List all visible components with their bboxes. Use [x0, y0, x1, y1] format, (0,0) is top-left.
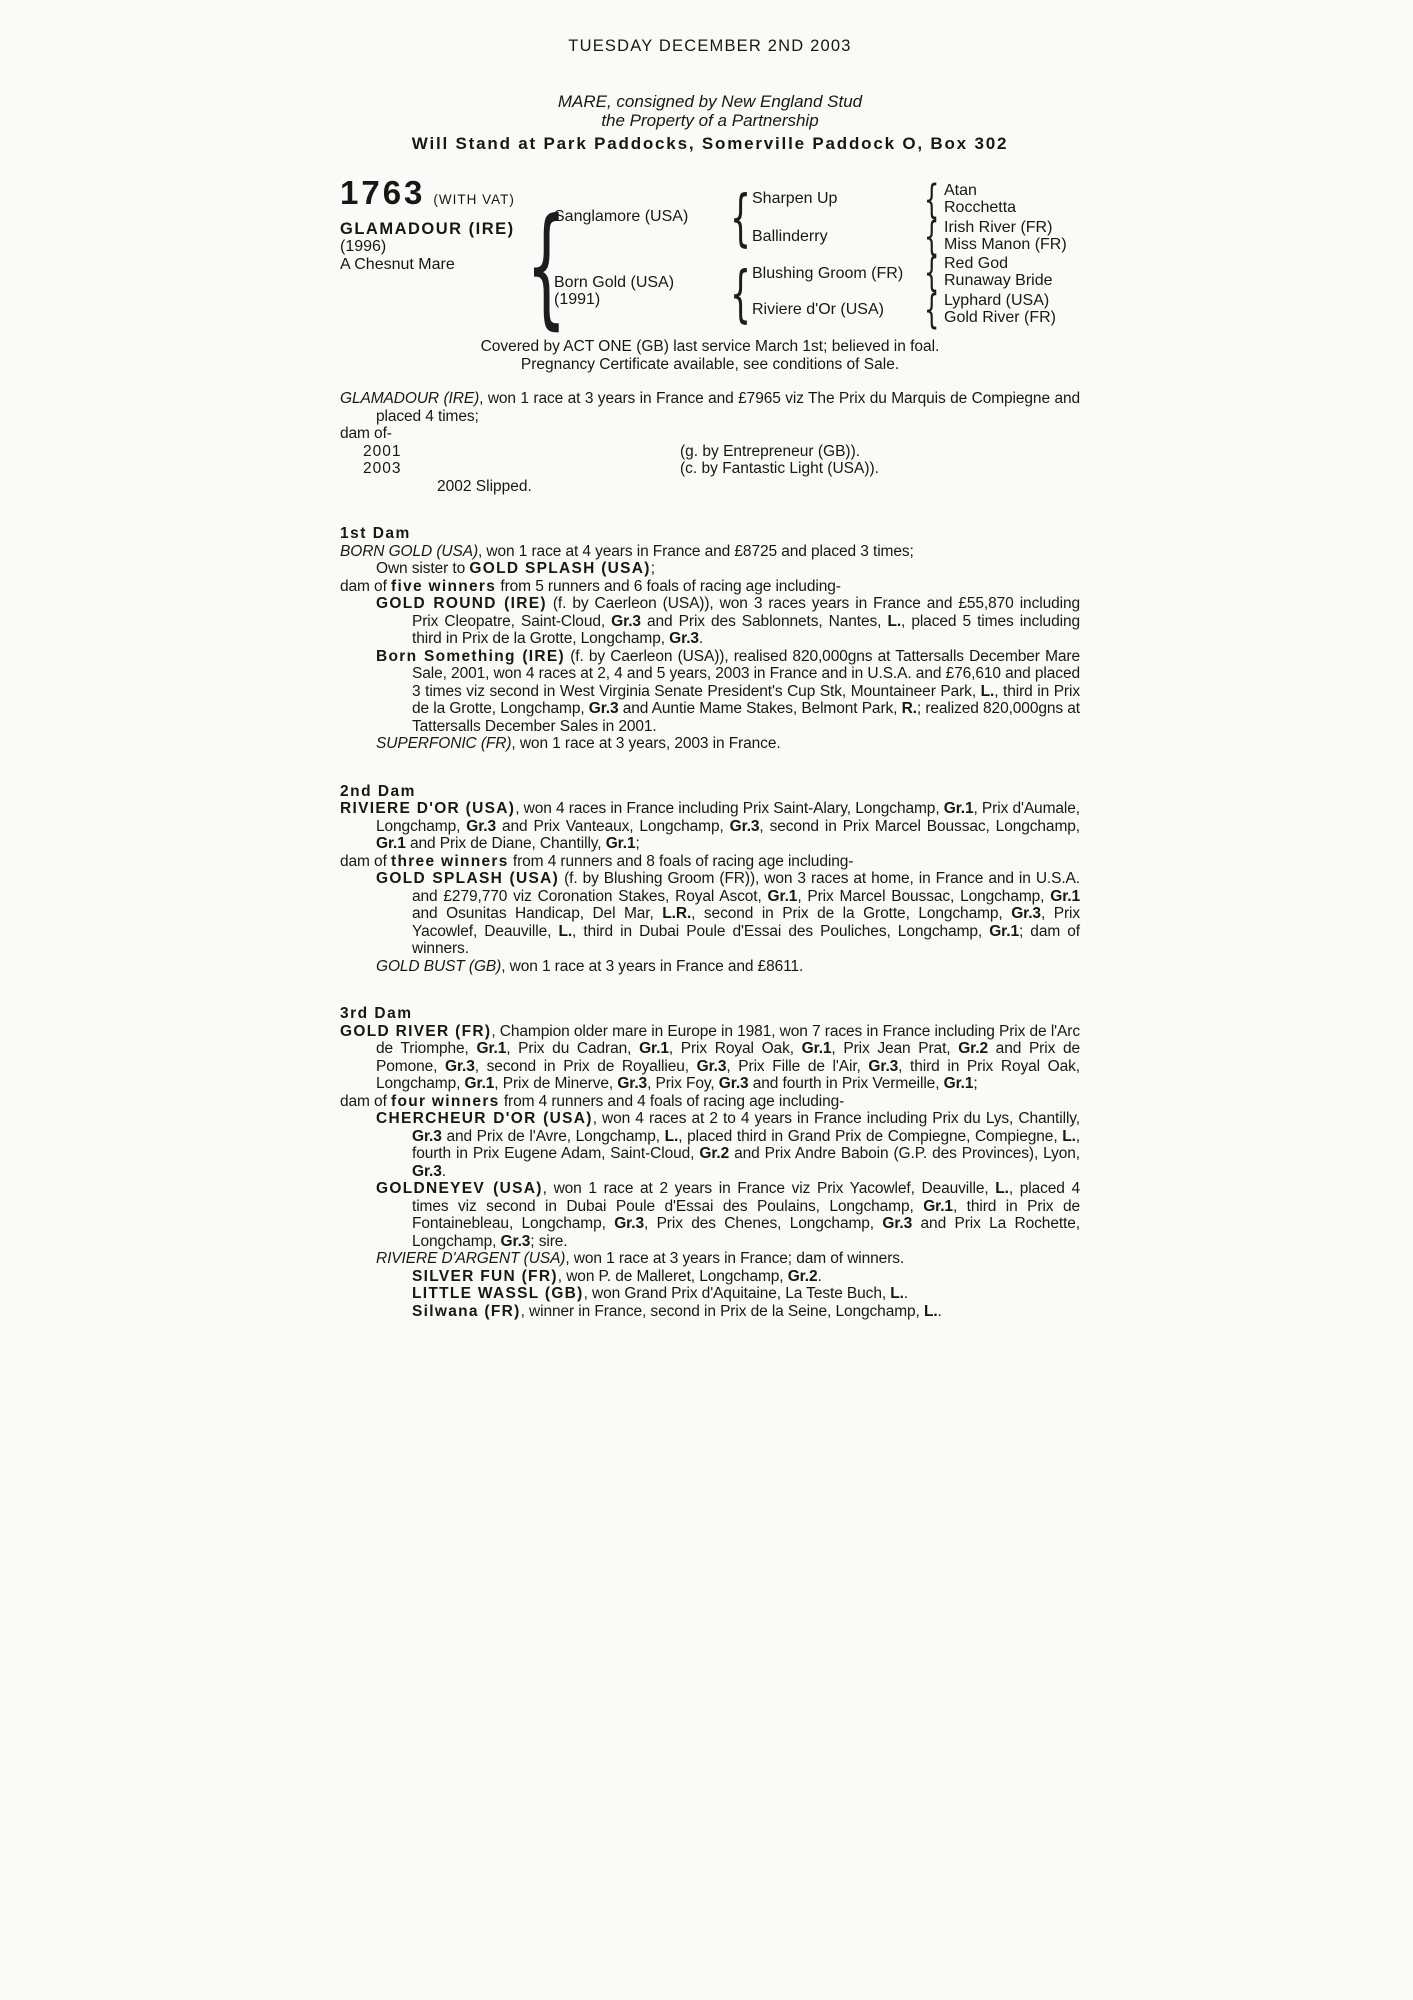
para-gold-bust: [376, 958, 1080, 976]
consignor-line: MARE, consigned by New England Stud: [557, 91, 863, 111]
first-dam-section: [340, 525, 1080, 753]
pedigree-table: [340, 174, 1080, 330]
text-segment: and Prix des Sablonnets, Nantes,: [640, 612, 888, 630]
pedigree-ggp-name: Runaway Bride: [944, 272, 1053, 289]
text-segment: and Prix La Rochette, Longchamp,: [412, 1215, 1080, 1250]
lot-number: 1763: [340, 174, 426, 211]
pedigree-ggp-pair-1: [944, 182, 1016, 216]
text-segment: Gr.3: [614, 1215, 644, 1232]
text-segment: Gr.1: [476, 1040, 507, 1057]
para-gold-round: [376, 595, 1080, 648]
text-segment: (f. by Caerleon (USA)), realised 820,000gns at Tattersalls December Mare Sale, 2001, won 4 races at 2, 4 and 5 years, 2003 in France and in U.S.A. and £76,610 and placed 3 times viz second in West Virginia Senate President's Cup Stk, Mountaineer Park,: [412, 647, 1080, 700]
text-segment: Gr.3: [617, 1075, 648, 1092]
lot-horse-year: (1996): [340, 238, 387, 255]
text-segment: Born Something (IRE): [376, 647, 566, 665]
text-segment: , fourth in Prix Eugene Adam, Saint-Cloud,: [412, 1127, 1081, 1162]
text-segment: Gr.1: [605, 835, 636, 852]
text-segment: , third in Dubai Poule d'Essai des Pouliches, Longchamp,: [572, 922, 990, 940]
text-segment: dam of: [340, 1092, 391, 1110]
pedigree-ggp-name: Atan: [944, 182, 977, 199]
pedigree-ggp-pair-2: [944, 219, 1067, 253]
lot-horse-description: A Chesnut Mare: [340, 256, 455, 273]
text-segment: , won 1 race at 3 years in France and £8611.: [501, 957, 804, 975]
lot-horse-name: GLAMADOUR (IRE): [340, 220, 515, 238]
pedigree-dam: [554, 274, 674, 308]
text-segment: dam of: [340, 852, 391, 870]
text-segment: L.: [980, 682, 995, 700]
text-segment: and Prix de Diane, Chantilly,: [405, 835, 606, 852]
text-segment: Gr.3: [669, 630, 699, 647]
text-segment: ; dam of winners.: [412, 922, 1080, 957]
text-segment: , placed 5 times including third in Prix de la Grotte, Longchamp,: [412, 612, 1080, 647]
text-segment: Gr.1: [923, 1197, 953, 1215]
pedigree-dam-year: (1991): [554, 291, 601, 308]
lot-vat-note: (WITH VAT): [433, 192, 515, 207]
produce-year: 2003: [363, 460, 402, 477]
text-segment: three winners: [391, 852, 509, 870]
produce-slipped-note: 2002 Slipped.: [437, 477, 532, 495]
para-goldneyev: [376, 1180, 1080, 1250]
text-segment: , Prix Jean Prat,: [831, 1040, 959, 1057]
pedigree-sire-dam: Ballinderry: [752, 228, 828, 245]
text-segment: Gr.1: [943, 1075, 974, 1092]
text-segment: GOLD BUST (GB): [376, 957, 502, 975]
pedigree-ggp-name: Red God: [944, 255, 1009, 272]
pedigree-sire-sire: Sharpen Up: [752, 190, 838, 207]
text-segment: (f. by Caerleon (USA)), won 3 races years in France and £55,870 including Prix Cleopatre, Saint-Cloud,: [412, 595, 1080, 630]
sale-date-line: TUESDAY DECEMBER 2ND 2003: [568, 37, 852, 55]
para-silver-fun: [412, 1268, 1080, 1286]
text-segment: , Prix du Cadran,: [506, 1040, 640, 1057]
text-segment: , second in Prix Marcel Boussac, Longchamp,: [759, 817, 1080, 835]
text-segment: Gr.3: [718, 1075, 749, 1092]
text-segment: GLAMADOUR (IRE): [340, 390, 480, 407]
text-segment: SILVER FUN (FR): [412, 1267, 558, 1285]
text-segment: Gr.2: [699, 1145, 730, 1162]
pedigree-ggp-pair-3: [944, 255, 1053, 289]
text-segment: , Prix d'Aumale, Longchamp,: [376, 800, 1080, 835]
text-segment: Gr.3: [588, 700, 619, 717]
para-riviere-dor: [340, 800, 1080, 853]
text-segment: , Prix Marcel Boussac, Longchamp,: [797, 887, 1051, 905]
text-segment: GOLD SPLASH (USA): [469, 560, 651, 577]
dam-of-label: dam of-: [340, 425, 392, 442]
para-born-something: [376, 648, 1080, 736]
text-segment: , won P. de Malleret, Longchamp,: [557, 1267, 788, 1285]
text-segment: ;: [635, 835, 640, 852]
text-segment: , Prix des Chenes, Longchamp,: [643, 1215, 883, 1232]
text-segment: R.: [901, 700, 917, 717]
text-segment: .: [817, 1267, 822, 1285]
text-segment: dam of: [340, 577, 391, 595]
text-segment: from 4 runners and 4 foals of racing age including-: [499, 1092, 845, 1110]
text-segment: L.: [923, 1302, 938, 1320]
lot-horse-block: [340, 220, 515, 274]
text-segment: and Auntie Mame Stakes, Belmont Park,: [618, 700, 902, 717]
text-segment: Gr.3: [466, 817, 497, 835]
cover-note: [340, 338, 1080, 374]
text-segment: L.R.: [662, 905, 692, 922]
pedigree-ggp-pair-4: [944, 292, 1056, 326]
text-segment: and Osunitas Handicap, Del Mar,: [412, 905, 663, 922]
text-segment: Gr.2: [787, 1267, 818, 1285]
pedigree-brace-dam: [730, 264, 751, 325]
produce-description: (c. by Fantastic Light (USA)).: [680, 460, 879, 477]
pedigree-brace-gp4: [924, 290, 939, 330]
text-segment: Own sister to: [376, 560, 470, 577]
text-segment: , third in Prix Royal Oak, Longchamp,: [376, 1057, 1080, 1092]
text-segment: , won Grand Prix d'Aquitaine, La Teste Buch,: [583, 1285, 891, 1302]
pedigree-brace-sire: [730, 188, 751, 249]
text-segment: Gr.3: [696, 1057, 727, 1075]
para-chercheur-dor: [376, 1110, 1080, 1180]
text-segment: SUPERFONIC (FR): [376, 735, 512, 752]
text-segment: , Prix Fille de l'Air,: [726, 1057, 869, 1075]
para-dam-of-five-winners: [340, 578, 1080, 596]
text-segment: , winner in France, second in Prix de la Seine, Longchamp,: [520, 1302, 924, 1320]
race-record-paragraph: [340, 390, 1080, 425]
para-born-gold: [340, 543, 1080, 578]
text-segment: GOLDNEYEV (USA): [376, 1180, 543, 1197]
text-segment: Gr.3: [445, 1057, 475, 1075]
text-segment: and Prix Vanteaux, Longchamp,: [496, 817, 730, 835]
cover-note-line1: Covered by ACT ONE (GB) last service March 1st; believed in foal.: [480, 338, 940, 355]
produce-record-row: [340, 460, 1080, 478]
text-segment: .: [441, 1162, 446, 1180]
race-record-section: [340, 390, 1080, 495]
text-segment: , placed 4 times viz second in Dubai Poule d'Essai des Poulains, Longchamp,: [412, 1180, 1081, 1215]
pedigree-ggp-name: Miss Manon (FR): [944, 236, 1067, 253]
section-heading-2nd-dam: 2nd Dam: [340, 782, 416, 800]
text-segment: RIVIERE D'OR (USA): [340, 800, 516, 817]
text-segment: , third in Prix de la Grotte, Longchamp,: [412, 682, 1080, 717]
text-segment: Gr.3: [882, 1215, 913, 1232]
text-segment: four winners: [391, 1092, 500, 1110]
text-segment: , Prix Royal Oak,: [668, 1040, 802, 1057]
text-segment: .: [937, 1302, 942, 1320]
text-segment: and Prix de Pomone,: [376, 1040, 1080, 1075]
text-segment: .: [903, 1285, 909, 1302]
text-segment: GOLD ROUND (IRE): [376, 595, 547, 612]
text-segment: , Prix Foy,: [647, 1075, 719, 1092]
text-segment: ; realized 820,000gns at Tattersalls December Sales in 2001.: [412, 700, 1080, 735]
text-segment: .: [698, 630, 704, 647]
stand-location-line: Will Stand at Park Paddocks, Somerville Paddock O, Box 302: [411, 133, 1009, 153]
text-segment: GOLD SPLASH (USA): [376, 870, 560, 887]
text-segment: ;: [650, 560, 655, 577]
page-content: [340, 28, 1080, 1320]
para-gold-river: [340, 1023, 1080, 1093]
pedigree-ggp-name: Lyphard (USA): [944, 292, 1050, 309]
text-segment: GOLD RIVER (FR): [340, 1022, 492, 1040]
pedigree-sire: Sanglamore (USA): [554, 208, 689, 225]
text-segment: L.: [995, 1180, 1009, 1197]
text-segment: CHERCHEUR D'OR (USA): [376, 1110, 593, 1127]
text-segment: Gr.3: [500, 1232, 531, 1250]
para-silwana: [412, 1303, 1080, 1321]
text-segment: , Champion older mare in Europe in 1981, won 7 races in France including Prix de l'Arc de Triomphe,: [376, 1022, 1080, 1057]
text-segment: , Prix de Minerve,: [494, 1075, 618, 1092]
text-segment: Gr.1: [639, 1040, 669, 1057]
text-segment: , Prix Yacowlef, Deauville,: [412, 905, 1081, 940]
text-segment: RIVIERE D'ARGENT (USA): [376, 1250, 566, 1267]
section-heading-1st-dam: 1st Dam: [340, 525, 411, 542]
pedigree-dam-name: Born Gold (USA): [554, 274, 675, 291]
text-segment: , second in Prix de la Grotte, Longchamp,: [691, 905, 1012, 922]
text-segment: Gr.3: [412, 1162, 442, 1180]
text-segment: , won 1 race at 3 years, 2003 in France.: [511, 735, 781, 752]
lot-line: [340, 174, 515, 211]
text-segment: , third in Prix de Fontainebleau, Longchamp,: [412, 1197, 1080, 1232]
text-segment: BORN GOLD (USA): [340, 542, 479, 560]
text-segment: ;: [973, 1075, 978, 1092]
text-segment: , won 1 race at 3 years in France and £7965 viz The Prix du Marquis de Compiegne and placed 4 times;: [376, 390, 1081, 425]
property-line: the Property of a Partnership: [601, 110, 819, 130]
text-segment: , won 4 races in France including Prix Saint-Alary, Longchamp,: [515, 800, 944, 817]
cover-note-line2: Pregnancy Certificate available, see conditions of Sale.: [520, 356, 900, 373]
text-segment: , won 1 race at 4 years in France and £8725 and placed 3 times;: [478, 542, 914, 560]
text-segment: L.: [887, 612, 902, 630]
text-segment: and Prix de l'Avre, Longchamp,: [441, 1127, 665, 1145]
text-segment: L.: [890, 1285, 904, 1302]
third-dam-section: [340, 1005, 1080, 1320]
text-segment: , won 1 race at 2 years in France viz Prix Yacowlef, Deauville,: [542, 1180, 996, 1197]
text-segment: , second in Prix de Royallieu,: [474, 1057, 697, 1075]
produce-description: (g. by Entrepreneur (GB)).: [680, 442, 861, 460]
para-riviere-dargent: [376, 1250, 1080, 1268]
text-segment: L.: [558, 922, 573, 940]
section-heading-3rd-dam: 3rd Dam: [340, 1005, 413, 1022]
text-segment: (f. by Blushing Groom (FR)), won 3 races at home, in France and in U.S.A. and £279,770 viz Coronation Stakes, Royal Ascot,: [412, 870, 1081, 905]
text-segment: Gr.3: [611, 612, 641, 630]
text-segment: , won 1 race at 3 years in France; dam of winners.: [565, 1250, 905, 1267]
text-segment: five winners: [391, 577, 497, 595]
produce-record-row: [340, 443, 1080, 461]
text-segment: Gr.3: [412, 1127, 442, 1145]
text-segment: Gr.1: [1050, 887, 1080, 905]
text-segment: L.: [1062, 1127, 1076, 1145]
text-segment: Gr.1: [801, 1040, 832, 1057]
text-segment: from 5 runners and 6 foals of racing age including-: [496, 577, 841, 595]
text-segment: ; sire.: [530, 1232, 568, 1250]
text-segment: Gr.2: [958, 1040, 988, 1057]
text-segment: from 4 runners and 8 foals of racing age including-: [508, 852, 854, 870]
text-segment: Gr.3: [868, 1057, 899, 1075]
pedigree-dam-sire: Blushing Groom (FR): [752, 265, 904, 282]
second-dam-section: [340, 783, 1080, 976]
text-segment: , won 4 races at 2 to 4 years in France including Prix du Lys, Chantilly,: [592, 1110, 1080, 1127]
pedigree-dam-dam: Riviere d'Or (USA): [752, 301, 884, 318]
text-segment: Gr.3: [729, 817, 760, 835]
text-segment: , placed third in Grand Prix de Compiegne, Compiegne,: [678, 1127, 1063, 1145]
text-segment: Gr.1: [767, 887, 798, 905]
para-little-wassl: [412, 1285, 1080, 1303]
para-dam-of-four-winners: [340, 1093, 1080, 1111]
pedigree-ggp-name: Irish River (FR): [944, 219, 1053, 236]
text-segment: Silwana (FR): [412, 1302, 521, 1320]
text-segment: Gr.1: [376, 835, 406, 852]
text-segment: Gr.1: [989, 922, 1019, 940]
para-dam-of-three-winners: [340, 853, 1080, 871]
text-segment: Gr.3: [1011, 905, 1041, 922]
text-segment: Gr.1: [464, 1075, 495, 1092]
text-segment: LITTLE WASSL (GB): [412, 1285, 584, 1302]
para-superfonic: [376, 735, 1080, 753]
pedigree-ggp-name: Gold River (FR): [944, 309, 1057, 326]
text-segment: Gr.1: [943, 800, 974, 817]
text-segment: and fourth in Prix Vermeille,: [748, 1075, 944, 1092]
pedigree-ggp-name: Rocchetta: [944, 199, 1017, 216]
text-segment: and Prix Andre Baboin (G.P. des Provinces), Lyon,: [729, 1145, 1080, 1162]
produce-year: 2001: [363, 442, 402, 460]
para-gold-splash: [376, 870, 1080, 958]
text-segment: L.: [664, 1127, 679, 1145]
